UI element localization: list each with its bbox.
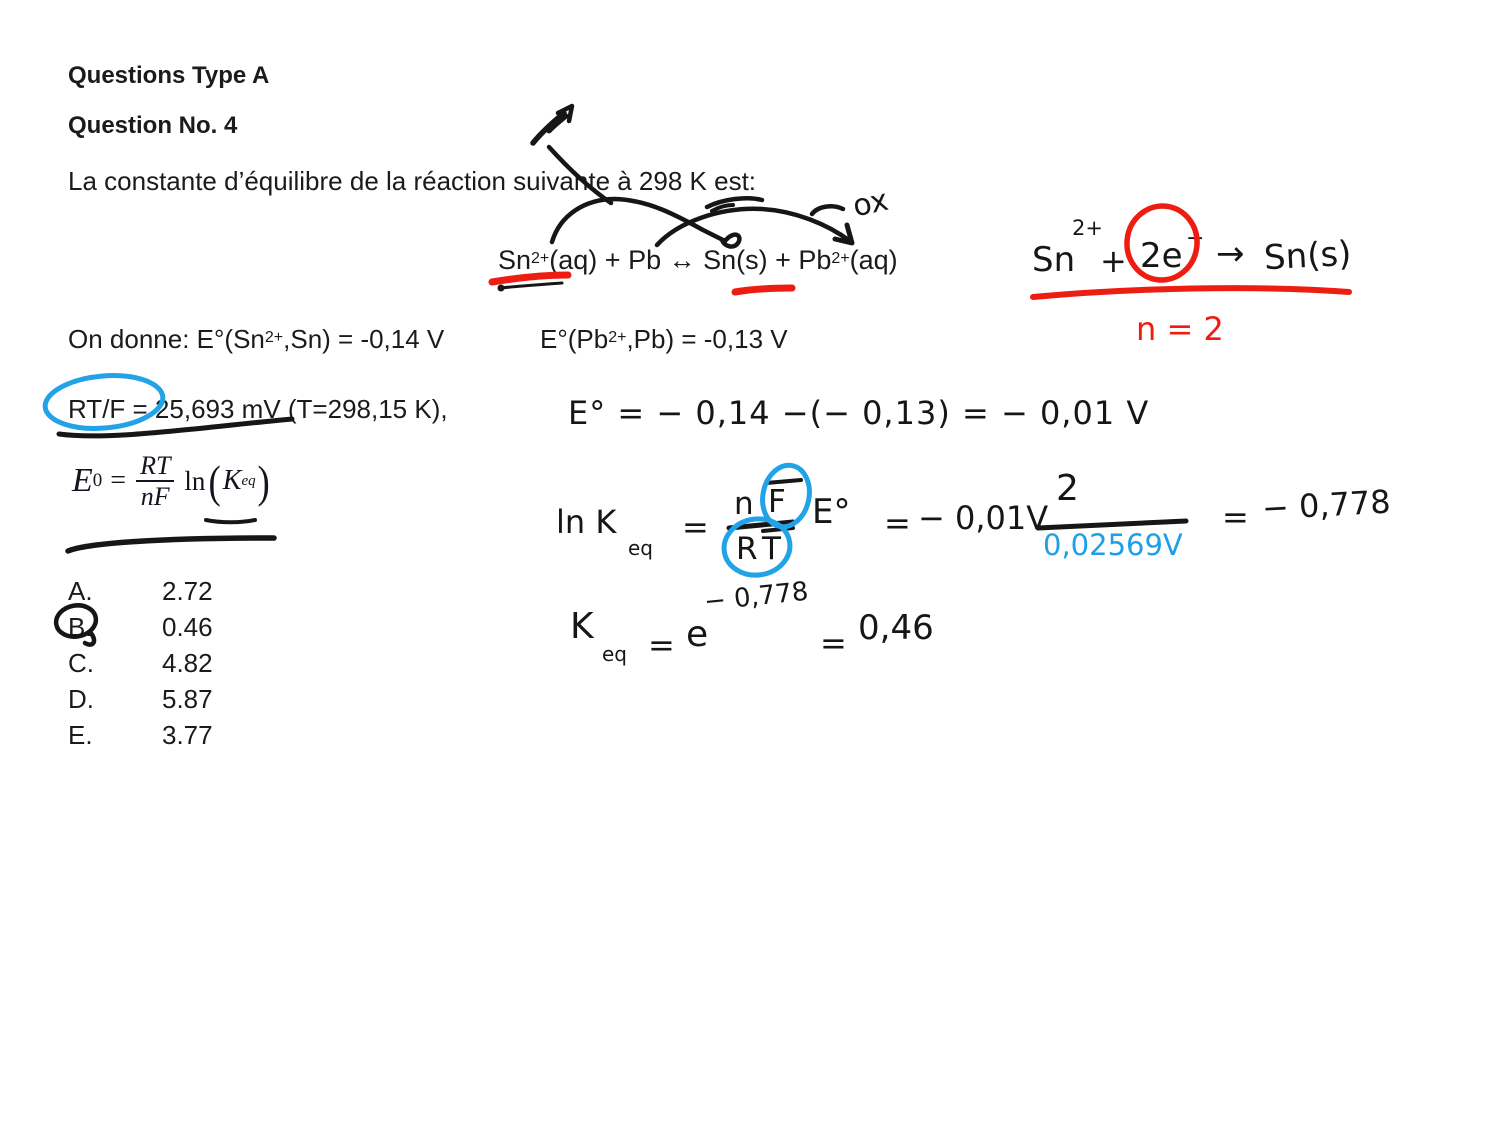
section-title: Questions Type A — [68, 62, 270, 89]
hw-ln-eq2: = — [884, 504, 911, 542]
oxidation-arc-arrowhead — [835, 225, 852, 243]
formula-E: E — [72, 462, 93, 500]
formula-underline — [68, 538, 274, 551]
red-scribble-stroke — [533, 113, 564, 143]
formula-open-paren: ( — [208, 455, 222, 507]
formula-ln: ln — [184, 465, 206, 496]
hw-frac1-den-R: R — [736, 531, 758, 567]
tick-above-sns-2 — [712, 205, 733, 211]
given-sn-text2: ,Sn) = -0,14 V — [283, 324, 445, 354]
hw-ln-value: − 0,01V — [918, 499, 1049, 537]
reaction-seg: (aq) — [849, 245, 898, 275]
option-letter-E: E. — [68, 720, 93, 750]
hw-frac2-num: 2 — [1056, 468, 1079, 509]
frac2-bar — [1038, 521, 1186, 528]
frac1-bar — [729, 522, 793, 528]
red-underline-half-reaction — [1033, 288, 1349, 297]
hw-e0-line: E° = − 0,14 −(− 0,13) = − 0,01 V — [568, 394, 1150, 432]
formula-K: K — [222, 465, 242, 497]
option-value-A: 2.72 — [162, 576, 213, 606]
given-pb-sup: 2+ — [608, 329, 627, 346]
hw-frac2-den: 0,02569V — [1043, 528, 1183, 562]
hw-keq-sub: eq — [602, 642, 627, 666]
reaction-equation — [498, 245, 898, 276]
red-underline-sn2 — [492, 275, 568, 282]
hw-keq-exponent: − 0,778 — [702, 576, 810, 618]
red-underline-sns — [735, 288, 792, 292]
hw-frac1-den-T: T — [762, 531, 781, 567]
question-prompt: La constante d’équilibre de la réaction suivante à 298 K est: — [68, 166, 757, 196]
oxidation-arc — [657, 209, 850, 245]
formula-E-sup: 0 — [92, 470, 103, 492]
ox-tilde — [812, 206, 843, 214]
given-intro: On donne: — [68, 324, 190, 354]
hw-frac1-num-n: n — [734, 486, 754, 522]
blue-blob-top — [757, 461, 815, 531]
hw-keq-K: K — [570, 606, 594, 647]
hw-ln-lhs-sub: eq — [628, 536, 653, 560]
reaction-sup: 2+ — [531, 250, 550, 267]
given-sn — [68, 324, 444, 355]
option-letter-A: A. — [68, 576, 93, 606]
rtf-line: RT/F = 25,693 mV (T=298,15 K), — [68, 394, 448, 424]
hw-frac1-num-F: F — [768, 484, 786, 520]
ox-annotation: ox — [849, 182, 892, 225]
given-sn-text: E°(Sn — [196, 324, 265, 354]
hw-n-equals-2: n = 2 — [1136, 310, 1224, 348]
keq-underline — [206, 520, 255, 522]
formula-equals: = — [110, 465, 127, 497]
hw-half-electrons: 2e — [1140, 236, 1183, 276]
option-value-B: 0.46 — [162, 612, 213, 642]
frac1-F-overline — [766, 480, 801, 483]
hw-keq-eq2: = — [820, 624, 847, 662]
formula-fraction — [136, 452, 174, 511]
reaction-seg: Sn — [498, 245, 532, 275]
hw-ln-eq3: = — [1222, 498, 1249, 536]
reaction-seg: (aq) + Pb ↔ Sn(s) + Pb — [549, 245, 832, 275]
given-pb — [540, 324, 788, 355]
hw-half-electrons-sup: − — [1186, 226, 1205, 251]
formula-numerator: RT — [136, 452, 174, 482]
nernst-formula — [72, 452, 271, 511]
hw-ln-result: − 0,778 — [1261, 482, 1392, 528]
option-letter-D: D. — [68, 684, 94, 714]
hw-keq-result: 0,46 — [858, 608, 934, 648]
hw-ln-eq1: = — [682, 508, 709, 546]
option-value-C: 4.82 — [162, 648, 213, 678]
hw-half-arrow: → — [1216, 234, 1245, 274]
reduction-arc — [552, 199, 725, 242]
hw-half-Sn-sup: 2+ — [1072, 216, 1103, 240]
option-value-E: 3.77 — [162, 720, 213, 750]
option-letter-C: C. — [68, 648, 94, 678]
hw-keq-e: e — [686, 614, 709, 655]
hw-half-product: Sn(s) — [1263, 233, 1353, 279]
reaction-sup: 2+ — [831, 250, 850, 267]
given-pb-text2: ,Pb) = -0,13 V — [626, 324, 788, 354]
formula-close-paren: ) — [257, 455, 270, 507]
sn-ink-underline — [500, 283, 562, 288]
option-value-D: 5.87 — [162, 684, 213, 714]
hw-keq-eq1: = — [648, 626, 675, 664]
hw-half-plus: + — [1100, 242, 1127, 280]
question-title: Question No. 4 — [68, 112, 238, 139]
given-pb-text: E°(Pb — [540, 324, 609, 354]
sn-ink-dot — [498, 285, 505, 292]
hw-ln-E0: E° — [812, 492, 851, 532]
red-scribble-stroke2 — [549, 116, 566, 131]
hw-half-Sn: Sn — [1032, 240, 1076, 280]
formula-K-sub: eq — [241, 472, 256, 489]
tick-above-sns — [707, 198, 762, 207]
red-scribble-arrowhead — [558, 106, 572, 121]
hw-ln-lhs: ln K — [556, 503, 617, 541]
formula-denominator: nF — [140, 482, 170, 512]
given-sn-sup: 2+ — [264, 329, 284, 346]
option-letter-B: B. — [68, 612, 93, 642]
